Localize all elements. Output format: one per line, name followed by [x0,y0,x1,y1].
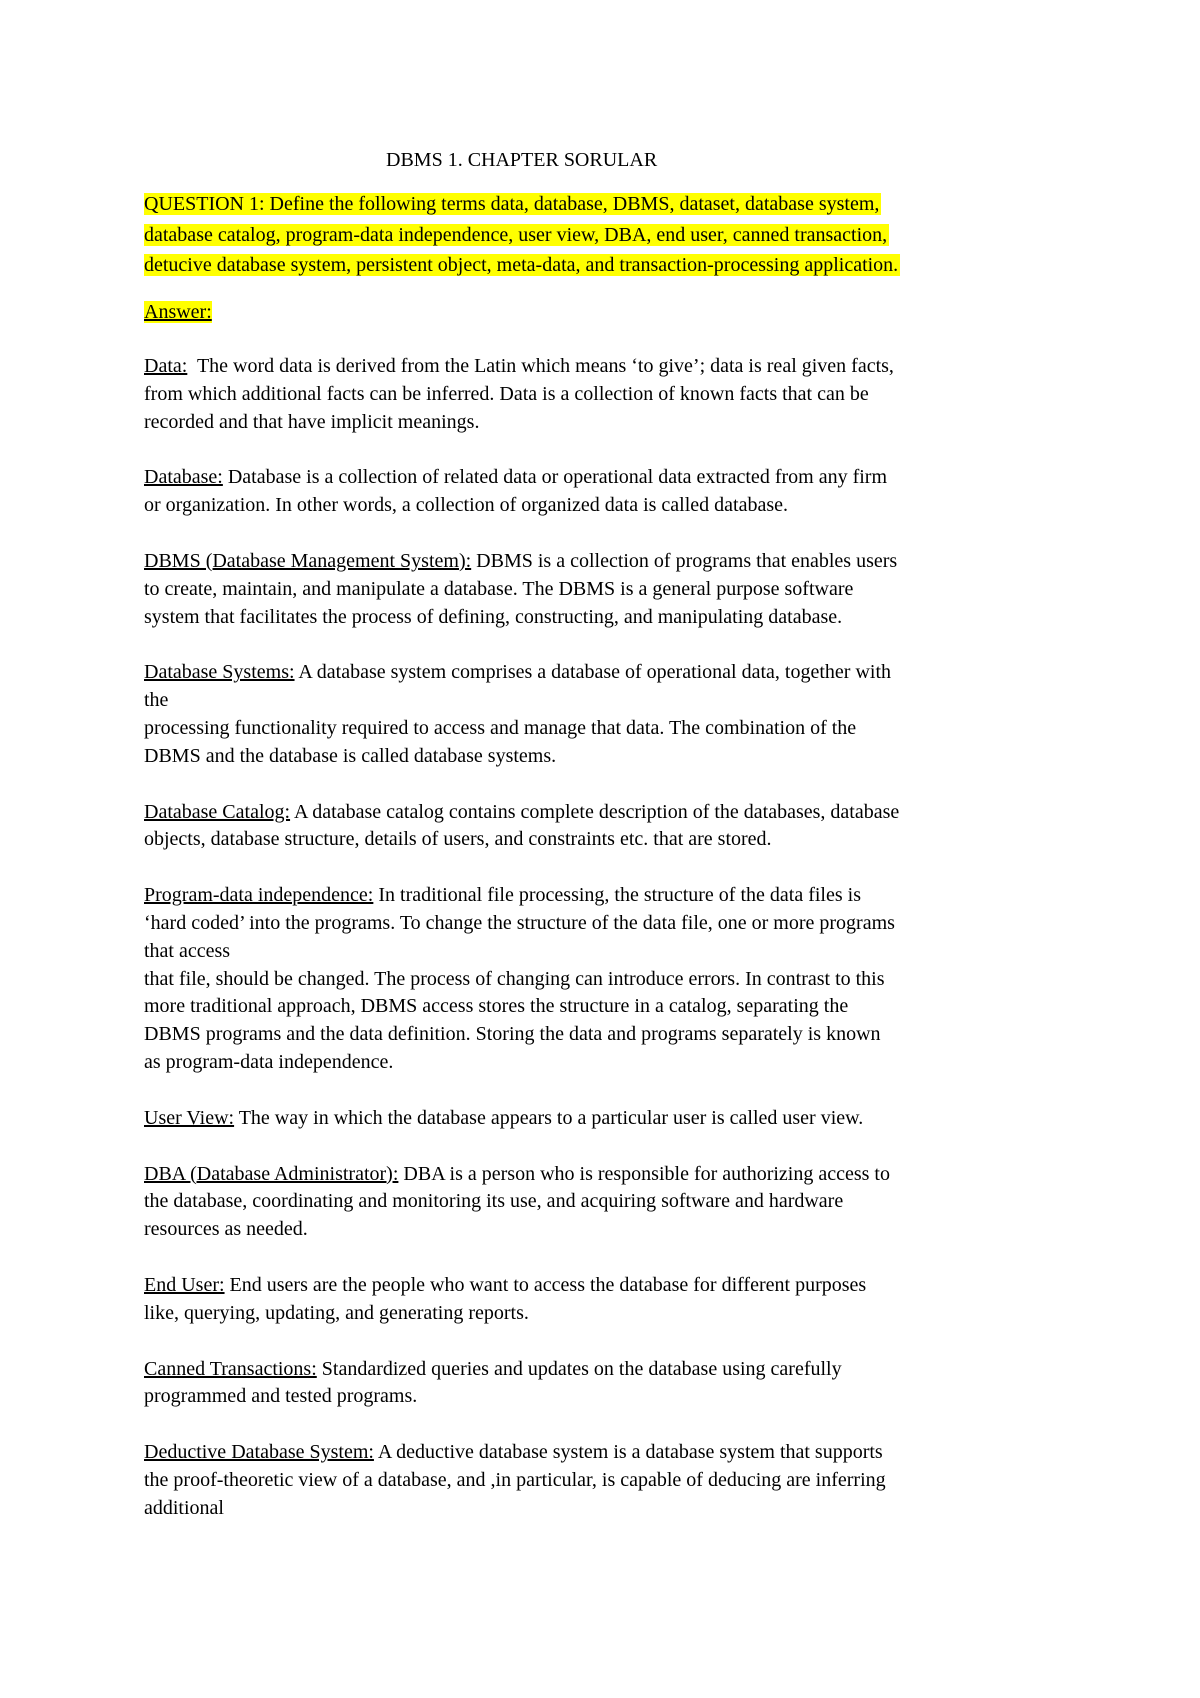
definition-line: the [144,689,169,712]
definition-entry [144,1272,1084,1328]
definition-line: ‘hard coded’ into the programs. To change the structure of the data file, one or more programs [144,911,895,934]
question-line-text: QUESTION 1: Define the following terms data, database, DBMS, dataset, database system, [144,193,880,215]
definition-line: DBMS programs and the data definition. Storing the data and programs separately is known [144,1023,881,1046]
definition-first-line [144,1356,1084,1384]
definition-term: Canned Transactions: [144,1357,317,1380]
answer-label: Answer: [144,301,212,323]
definition-text: A deductive database system is a database system that supports [373,1441,883,1464]
definition-text: The way in which the database appears to a particular user is called user view. [234,1106,864,1129]
definition-text: A database catalog contains complete description of the databases, database [290,800,900,823]
definition-text: DBA is a person who is responsible for authorizing access to [398,1162,890,1185]
definition-line: like, querying, updating, and generating reports. [144,1301,529,1324]
definition-entry [144,1105,1084,1133]
definitions-list [144,353,1084,1551]
definition-term: DBMS (Database Management System): [144,549,472,572]
definition-text: A database system comprises a database of operational data, together with [294,661,892,684]
definition-term: User View: [144,1106,235,1129]
definition-text: In traditional file processing, the structure of the data files is [373,884,861,907]
definition-entry [144,548,1084,631]
question-line [144,250,1084,281]
definition-first-line [144,353,1084,381]
definition-line: recorded and that have implicit meanings. [144,410,480,433]
definition-line: additional [144,1496,224,1519]
definition-line: programmed and tested programs. [144,1385,418,1408]
definition-first-line [144,1272,1084,1300]
definition-line: the database, coordinating and monitoring its use, and acquiring software and hardware [144,1190,844,1213]
question-line [144,220,1084,251]
document-title: DBMS 1. CHAPTER SORULAR [386,149,658,171]
definition-line: to create, maintain, and manipulate a database. The DBMS is a general purpose software [144,577,854,600]
definition-line: objects, database structure, details of users, and constraints etc. that are stored. [144,828,772,851]
definition-first-line [144,464,1084,492]
definition-entry [144,353,1084,436]
definition-term: End User: [144,1273,225,1296]
definition-term: Database: [144,466,223,489]
definition-text: DBMS is a collection of programs that enables users [471,549,898,572]
answer-heading [144,298,212,326]
definition-first-line [144,659,1084,687]
definition-term: Database Catalog: [144,800,291,823]
definition-entry [144,464,1084,520]
definition-first-line [144,548,1084,576]
definition-entry [144,1439,1084,1522]
definition-line: that file, should be changed. The process of changing can introduce errors. In contrast to this [144,967,885,990]
question-block [144,189,1084,281]
definition-line: more traditional approach, DBMS access stores the structure in a catalog, separating the [144,995,849,1018]
definition-line: resources as needed. [144,1218,308,1241]
definition-line: from which additional facts can be inferred. Data is a collection of known facts that can be [144,382,869,405]
definition-term: DBA (Database Administrator): [144,1162,399,1185]
question-line-text: database catalog, program-data independence, user view, DBA, end user, canned transaction, [144,223,888,246]
definition-entry [144,659,1084,770]
definition-line: as program-data independence. [144,1050,394,1073]
definition-entry [144,882,1084,1077]
definition-line: or organization. In other words, a collection of organized data is called database. [144,494,789,517]
definition-line: processing functionality required to access and manage that data. The combination of the [144,716,857,739]
definition-text: End users are the people who want to access the database for different purposes [224,1273,867,1296]
question-line-text: detucive database system, persistent object, meta-data, and transaction-processing application. [144,254,899,276]
definition-first-line [144,1439,1084,1467]
definition-first-line [144,1161,1084,1189]
question-line [144,189,1084,220]
definition-entry [144,1356,1084,1412]
definition-first-line [144,1105,1084,1133]
definition-line: system that facilitates the process of defining, constructing, and manipulating database. [144,605,843,628]
definition-term: Deductive Database System: [144,1441,374,1464]
definition-first-line [144,882,1084,910]
definition-entry [144,799,1084,855]
definition-term: Program-data independence: [144,884,374,907]
definition-first-line [144,799,1084,827]
definition-text: The word data is derived from the Latin which means ‘to give’; data is real given facts, [187,355,894,377]
definition-text: Standardized queries and updates on the database using carefully [316,1357,842,1380]
definition-entry [144,1161,1084,1244]
definition-text: Database is a collection of related data or operational data extracted from any firm [222,466,887,489]
definition-term: Database Systems: [144,661,295,684]
definition-line: that access [144,939,231,962]
definition-line: DBMS and the database is called database systems. [144,744,557,767]
definition-line: the proof-theoretic view of a database, and ,in particular, is capable of deducing are inferring [144,1468,886,1491]
definition-term: Data: [144,355,188,377]
